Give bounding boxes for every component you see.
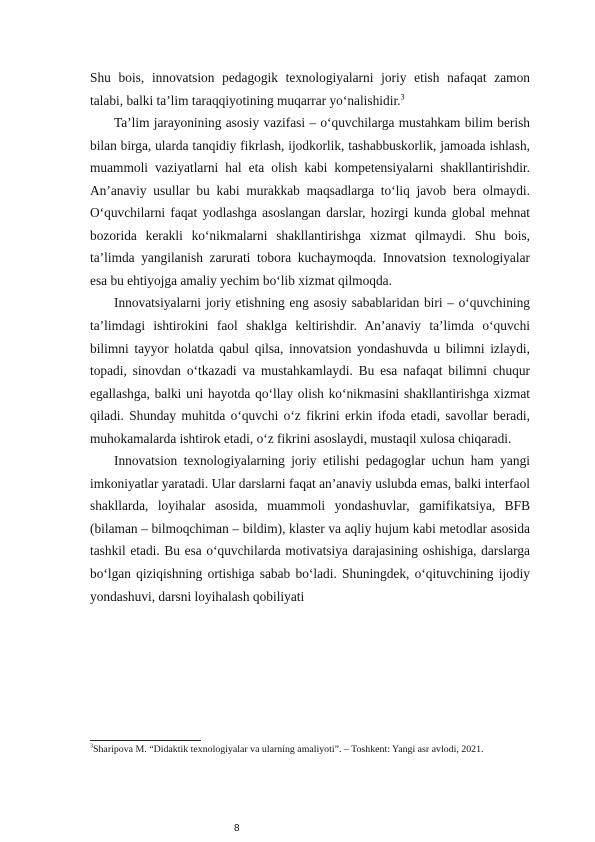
paragraph-1-text: Shu bois, innovatsion pedagogik texnologiyalarni joriy etish nafaqat zamon talabi, balki ta’lim taraqqiyotining muqarrar yo‘nalishidir. <box>90 70 530 108</box>
footnote-reference: 3 <box>400 92 405 102</box>
footnote <box>90 744 530 757</box>
footnote-divider <box>90 740 201 741</box>
footnote-text: Sharipova M. “Didaktik texnologiyalar va ularning amaliyoti”. – Toshkent: Yangi asr avlodi, 2021. <box>93 744 484 755</box>
paragraph-1 <box>90 67 530 112</box>
paragraph-4: Innovatsion texnologiyalarning joriy etilishi pedagoglar uchun ham yangi imkoniyatlar yaratadi. Ular darslarni faqat an’anaviy uslubda emas, balki interfaol shakllarda, loyihalar asosida, muammoli yondashuvlar, gamifikatsiya, BFB (bilaman – bilmoqchiman – bildim), klaster va aqliy hujum kabi metodlar asosida tashkil etadi. Bu esa o‘quvchilarda motivatsiya darajasining oshishiga, darslarga bo‘lgan qiziqishning ortishiga sabab bo‘ladi. Shuningdek, o‘qituvchining ijodiy yondashuvi, darsni loyihalash qobiliyati <box>90 453 530 604</box>
paragraph-3: Innovatsiyalarni joriy etishning eng asosiy sabablaridan biri – o‘quvchining ta’limdagi ishtirokini faol shaklga keltirishdir. An’anaviy ta’limda o‘quvchi bilimni tayyor holatda qabul qilsa, innovatsion yondashuvda u bilimni izlaydi, topadi, sinovdan o‘tkazadi va mustahkamlaydi. Bu esa nafaqat bilimni chuqur egallashga, balki uni hayotda qo‘llay olish ko‘nikmasini shakllantirishga xizmat qiladi. Shunday muhitda o‘quvchi o‘z fikrini erkin ifoda etadi, savollar beradi, muhokamalarda ishtirok etadi, o‘z fikrini asoslaydi, mustaqil xulosa chiqaradi. <box>90 295 530 446</box>
body-text <box>90 67 530 608</box>
footnote-marker: 3 <box>90 743 93 750</box>
paragraph-2: Ta’lim jarayonining asosiy vazifasi – o‘quvchilarga mustahkam bilim berish bilan birga, ularda tanqidiy fikrlash, ijodkorlik, tashabbuskorlik, jamoada ishlash, muammoli vaziyatlarni hal eta olish kabi kompetensiyalarni shakllantirishdir. An’anaviy usullar bu kabi murakkab maqsadlarga to‘liq javob bera olmaydi. O‘quvchilarni faqat yodlashga asoslangan darslar, hozirgi kunda global mehnat bozorida kerakli ko‘nikmalarni shakllantirishga xizmat qilmaydi. Shu bois, ta’limda yangilanish zarurati tobora kuchaymoqda. Innovatsion texnologiyalar esa bu ehtiyojga amaliy yechim bo‘lib xizmat qilmoqda. <box>90 115 530 288</box>
page-number: 8 <box>234 823 240 834</box>
